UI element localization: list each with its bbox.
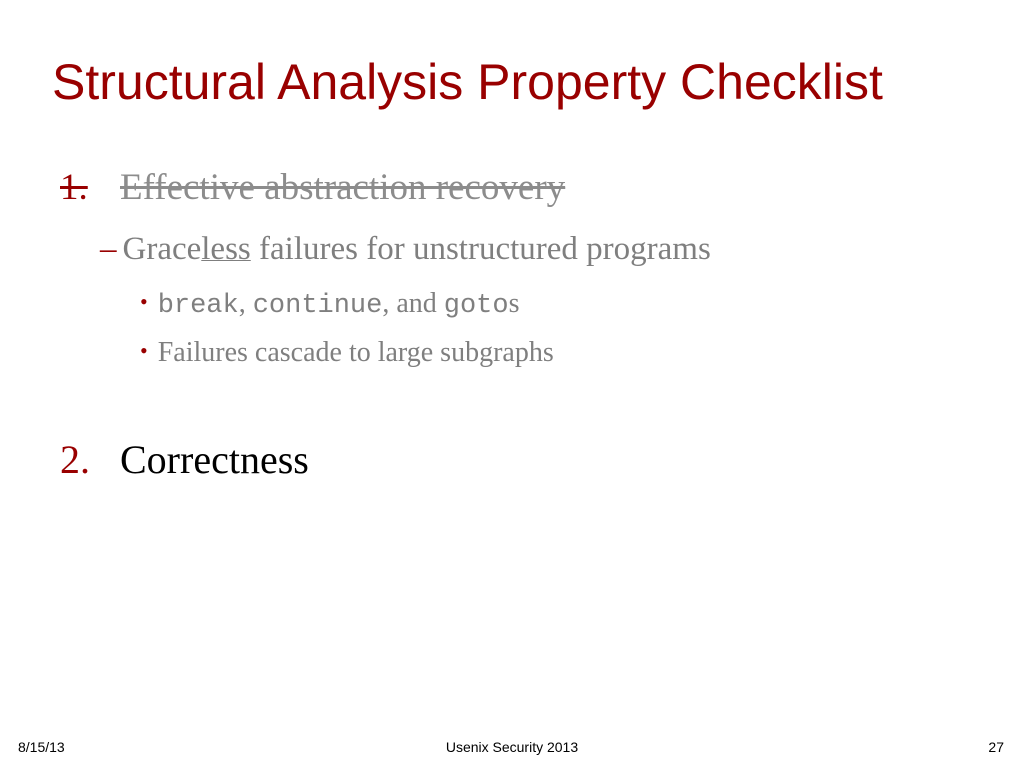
list-item-text: Correctness [120, 437, 309, 482]
sub-item [100, 228, 711, 270]
list-item-number: 2. [60, 437, 90, 482]
list-item-1 [60, 166, 565, 210]
slide-title: Structural Analysis Property Checklist [52, 54, 883, 110]
footer-page-number: 27 [988, 739, 1004, 755]
list-item-number: 1. [60, 167, 88, 208]
list-item-2 [60, 436, 309, 484]
sub-item-text-end: failures for unstructured programs [250, 231, 711, 267]
sub-item-underlined-text: less [201, 231, 251, 267]
bullet-marker: • [140, 289, 148, 314]
sub-item-text-start: Grace [122, 231, 202, 267]
bullet-item [140, 333, 554, 371]
bullet-item [140, 284, 520, 324]
bullet-marker: • [140, 338, 148, 363]
footer-event: Usenix Security 2013 [445, 739, 579, 755]
separator: , [238, 288, 253, 319]
code-break: break [157, 291, 239, 321]
list-item-text: Effective abstraction recovery [120, 167, 566, 208]
separator: , and [382, 288, 444, 319]
plural-suffix: s [508, 288, 520, 319]
footer-date: 8/15/13 [18, 739, 65, 755]
code-continue: continue [252, 291, 383, 321]
bullet-text: Failures cascade to large subgraphs [157, 337, 554, 368]
code-goto: goto [443, 291, 509, 321]
dash-marker: – [100, 231, 117, 267]
